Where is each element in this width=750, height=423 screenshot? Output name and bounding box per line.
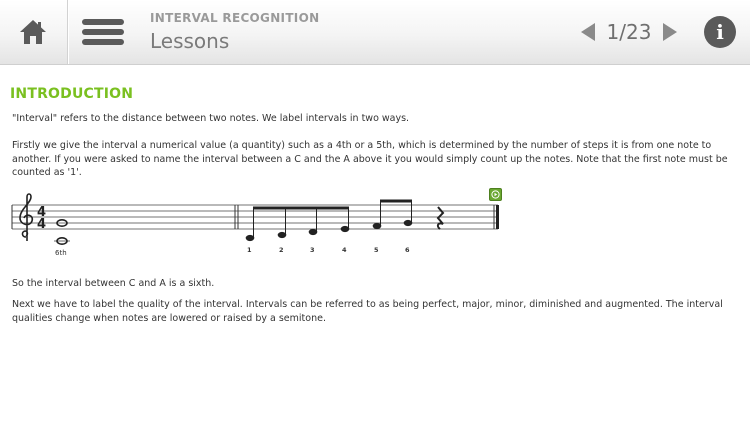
music-staff [0,185,750,265]
page-indicator: 1/23 [606,20,652,44]
triangle-left-icon [578,21,598,43]
step-number: 4 [342,246,347,254]
step-number: 2 [279,246,284,254]
app-header [0,0,750,65]
step-number: 6 [405,246,410,254]
next-page-button[interactable] [660,21,680,43]
intro-paragraph-2: Firstly we give the interval a numerical value (a quantity) such as a 4th or a 5th, which is determined by the number of steps it is from one note to another. If you were asked to name the interval between a C and the A above it you would simply count up the notes. Note that the first note must be counted as '1'. [12,140,728,178]
quarter-rest-icon [438,207,443,229]
treble-clef-icon [20,194,32,241]
previous-page-button[interactable] [578,21,598,43]
menu-button[interactable] [80,14,126,50]
info-icon: i [716,20,724,44]
time-signature-bottom: 4 [37,217,47,232]
beamed-notes [246,200,412,241]
info-button[interactable] [704,16,736,48]
step-number: 3 [310,246,315,254]
hamburger-menu-icon [82,17,124,47]
time-signature-top: 4 [37,205,47,220]
home-icon [18,17,48,47]
step-number: 1 [247,246,252,254]
intro-paragraph-1: "Interval" refers to the distance between two notes. We label intervals in two ways. [12,113,410,124]
header-subtitle: INTERVAL RECOGNITION [150,11,320,25]
header-divider [67,0,68,64]
play-audio-icon [491,190,500,199]
home-button[interactable] [0,0,66,64]
interval-paragraph: So the interval between C and A is a sixth. [12,278,215,289]
page-title: Lessons [150,29,230,53]
section-title: INTRODUCTION [10,86,134,102]
interval-label: 6th [55,249,67,257]
quality-paragraph: Next we have to label the quality of the interval. Intervals can be referred to as being perfect, major, minor, diminished and augmented. The interval qualities change when notes are lowered or raised by a semitone. [12,299,723,324]
step-number: 5 [374,246,379,254]
triangle-right-icon [660,21,680,43]
play-audio-button[interactable] [489,188,502,201]
